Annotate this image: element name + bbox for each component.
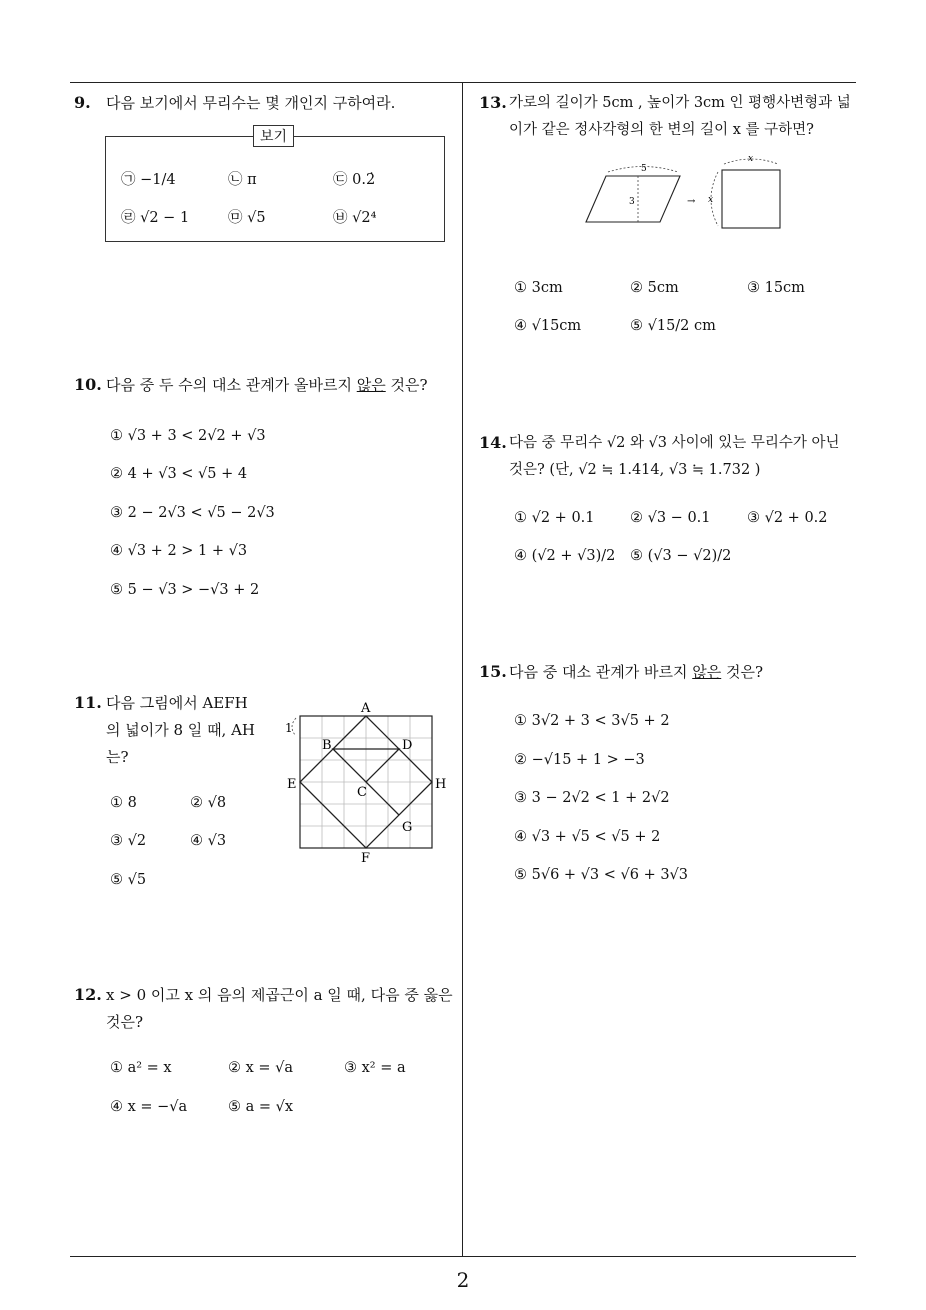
q11-number: 11. [74, 693, 102, 712]
q9-item-3: ㉢ 0.2̇ [333, 172, 376, 188]
q13-number: 13. [479, 93, 507, 112]
q11-option-5[interactable]: ⑤ √5 [110, 872, 147, 888]
q14-option-2[interactable]: ② √3 − 0.1 [630, 510, 711, 526]
q14-number: 14. [479, 433, 507, 452]
q9-item-6: ㉥ √2⁴ [333, 210, 377, 226]
q13-square [722, 170, 780, 228]
q13-label-5: 5 [641, 164, 647, 174]
q13-option-1[interactable]: ① 3cm [514, 280, 563, 296]
q15-option-3[interactable]: ③ 3 − 2√2 < 1 + 2√2 [514, 790, 670, 806]
q14-option-3[interactable]: ③ √2 + 0.2 [747, 510, 828, 526]
q14-option-4[interactable]: ④ (√2 + √3)/2 [514, 548, 616, 564]
q9-item-4: ㉣ √2 − 1 [121, 210, 190, 226]
q9-text: 다음 보기에서 무리수는 몇 개인지 구하여라. [106, 94, 396, 112]
q12-option-4[interactable]: ④ x = −√a [110, 1099, 188, 1115]
q13-figure [580, 152, 790, 234]
q10-option-3[interactable]: ③ 2 − 2√3 < √5 − 2√3 [110, 505, 275, 521]
q12-number: 12. [74, 985, 102, 1004]
q11-option-3[interactable]: ③ √2 [110, 833, 147, 849]
q11-option-2[interactable]: ② √8 [190, 795, 227, 811]
bottom-rule [70, 1256, 856, 1257]
column-divider [462, 82, 463, 1257]
q14-option-5[interactable]: ⑤ (√3 − √2)/2 [630, 548, 732, 564]
q11-label-b: B [322, 738, 332, 753]
q10-option-5[interactable]: ⑤ 5 − √3 > −√3 + 2 [110, 582, 260, 598]
q10-option-2[interactable]: ② 4 + √3 < √5 + 4 [110, 466, 248, 482]
q15-option-1[interactable]: ① 3√2 + 3 < 3√5 + 2 [514, 713, 670, 729]
q12-option-5[interactable]: ⑤ a = √x [228, 1099, 294, 1115]
q11-label-f: F [361, 851, 371, 866]
q13-arrow: → [687, 196, 696, 207]
q11-label-c: C [357, 785, 367, 800]
q11-option-4[interactable]: ④ √3 [190, 833, 227, 849]
q15-text: 다음 중 대소 관계가 바르지 않은 것은? [509, 663, 764, 681]
q12-text-line2: 것은? [106, 1013, 144, 1031]
q12-text-line1: x > 0 이고 x 의 음의 제곱근이 a 일 때, 다음 중 옳은 [106, 986, 453, 1004]
q10-number: 10. [74, 375, 102, 394]
q9-item-2: ㉡ π [228, 172, 257, 188]
q9-item-5: ㉤ √5 [228, 210, 266, 226]
q15-option-5[interactable]: ⑤ 5√6 + √3 < √6 + 3√3 [514, 867, 689, 883]
q11-label-1: 1 [285, 721, 293, 735]
q12-option-2[interactable]: ② x = √a [228, 1060, 294, 1076]
q13-text-line1: 가로의 길이가 5cm , 높이가 3cm 인 평행사변형과 넓 [509, 95, 851, 111]
q14-option-1[interactable]: ① √2 + 0.1 [514, 510, 595, 526]
q15-option-4[interactable]: ④ √3 + √5 < √5 + 2 [514, 829, 661, 845]
q11-text-line3: 는? [106, 748, 129, 766]
q14-text-line1: 다음 중 무리수 √2 와 √3 사이에 있는 무리수가 아닌 [509, 435, 840, 451]
page-number: 2 [456, 1268, 470, 1292]
q13-option-5[interactable]: ⑤ √15/2 cm [630, 318, 716, 334]
q11-label-h: H [435, 777, 447, 792]
top-rule [70, 82, 856, 83]
q11-figure [282, 696, 450, 868]
q13-text-line2: 이가 같은 정사각형의 한 변의 길이 x 를 구하면? [509, 122, 814, 138]
q11-label-d: D [402, 738, 413, 753]
q9-item-1: ㉠ −1/4 [121, 172, 176, 188]
q11-option-1[interactable]: ① 8 [110, 795, 137, 811]
q10-text: 다음 중 두 수의 대소 관계가 올바르지 않은 것은? [106, 376, 428, 394]
q9-box-label: 보기 [253, 125, 294, 147]
q13-label-x-side: x [708, 195, 714, 205]
q13-option-4[interactable]: ④ √15cm [514, 318, 582, 334]
q15-option-2[interactable]: ② −√15 + 1 > −3 [514, 752, 645, 768]
q11-label-e: E [287, 777, 297, 792]
q14-text-line2: 것은? (단, √2 ≒ 1.414, √3 ≒ 1.732 ) [509, 462, 761, 478]
q13-label-x-top: x [748, 154, 754, 164]
q13-option-3[interactable]: ③ 15cm [747, 280, 805, 296]
q15-number: 15. [479, 662, 507, 681]
q12-option-3[interactable]: ③ x² = a [344, 1060, 406, 1076]
q12-option-1[interactable]: ① a² = x [110, 1060, 172, 1076]
q10-option-4[interactable]: ④ √3 + 2 > 1 + √3 [110, 543, 248, 559]
q11-label-g: G [402, 820, 413, 835]
q13-option-2[interactable]: ② 5cm [630, 280, 679, 296]
q13-label-3: 3 [629, 197, 635, 207]
q11-label-a: A [361, 701, 371, 716]
q11-text-line1: 다음 그림에서 AEFH [106, 694, 248, 712]
q11-text-line2: 의 넓이가 8 일 때, AH [106, 721, 256, 739]
q10-option-1[interactable]: ① √3 + 3 < 2√2 + √3 [110, 428, 266, 444]
q9-number: 9. [74, 93, 91, 112]
